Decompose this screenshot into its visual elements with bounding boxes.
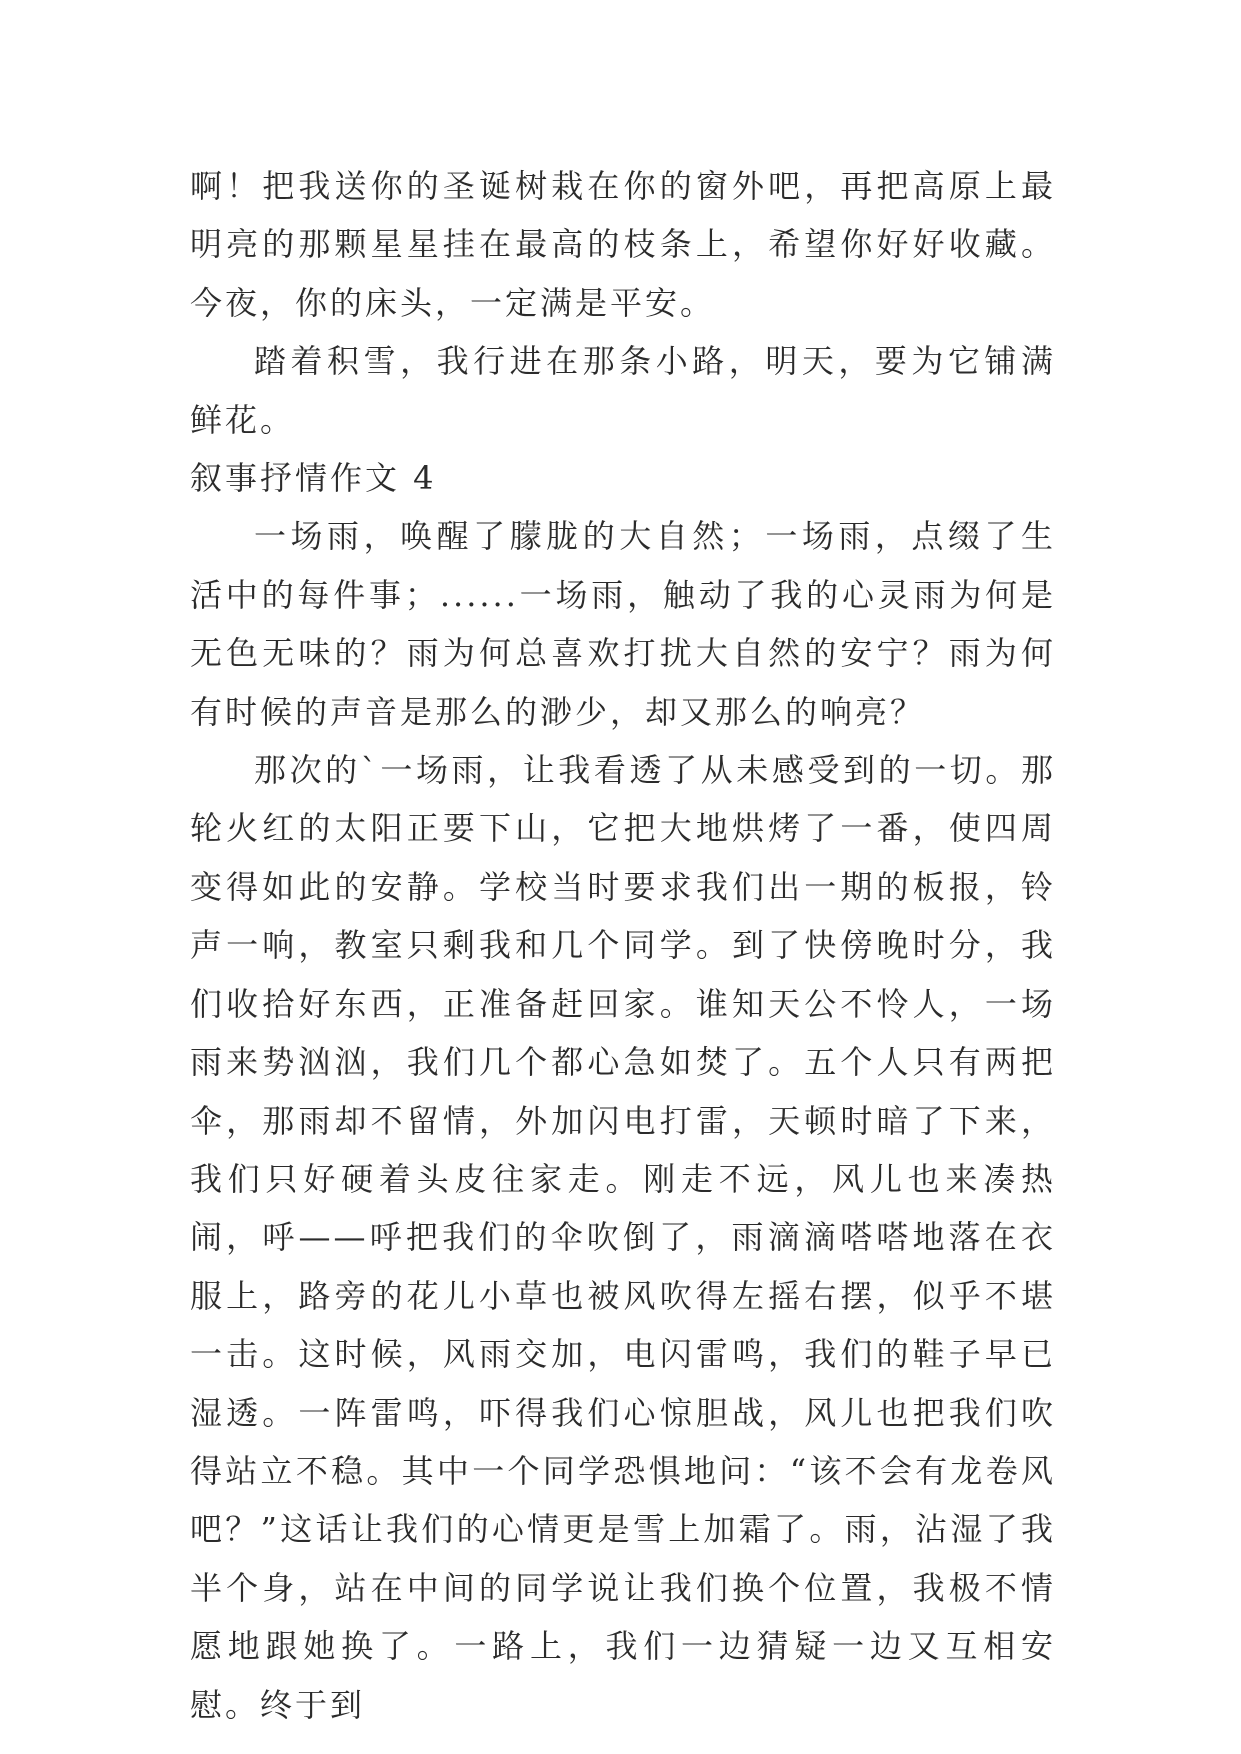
paragraph-rain-story: 那次的`一场雨，让我看透了从未感受到的一切。那轮火红的太阳正要下山，它把大地烘烤了一番，使四周变得如此的安静。学校当时要求我们出一期的板报，铃声一响，教室只剩我和几个同学。到了快傍晚时分，我们收拾好东西，正准备赶回家。谁知天公不怜人，一场雨来势汹汹，我们几个都心急如焚了。五个人只有两把伞，那雨却不留情，外加闪电打雷，天顿时暗了下来，我们只好硬着头皮往家走。刚走不远，风儿也来凑热闹，呼——呼把我们的伞吹倒了，雨滴滴嗒嗒地落在衣服上，路旁的花儿小草也被风吹得左摇右摆，似乎不堪一击。这时候，风雨交加，电闪雷鸣，我们的鞋子早已湿透。一阵雷鸣，吓得我们心惊胆战，风儿也把我们吹得站立不稳。其中一个同学恐惧地问：“该不会有龙卷风吧？”这话让我们的心情更是雪上加霜了。雨，沾湿了我半个身，站在中间的同学说让我们换个位置，我极不情愿地跟她换了。一路上，我们一边猜疑一边又互相安慰。终于到: [190, 751, 1056, 1724]
paragraph-snow-path: 踏着积雪，我行进在那条小路，明天，要为它铺满鲜花。: [190, 342, 1056, 439]
document-body: [190, 157, 1056, 1734]
paragraph-rain-intro: 一场雨，唤醒了朦胧的大自然；一场雨，点缀了生活中的每件事；......一场雨，触动了我的心灵雨为何是无色无味的？雨为何总喜欢打扰大自然的安宁？雨为何有时候的声音是那么的渺少，却又那么的响亮？: [190, 517, 1056, 731]
paragraph-christmas-tree: 啊！把我送你的圣诞树栽在你的窗外吧，再把高原上最明亮的那颗星星挂在最高的枝条上，希望你好好收藏。今夜，你的床头，一定满是平安。: [190, 167, 1056, 322]
essay-heading: 叙事抒情作文 4: [190, 459, 437, 498]
